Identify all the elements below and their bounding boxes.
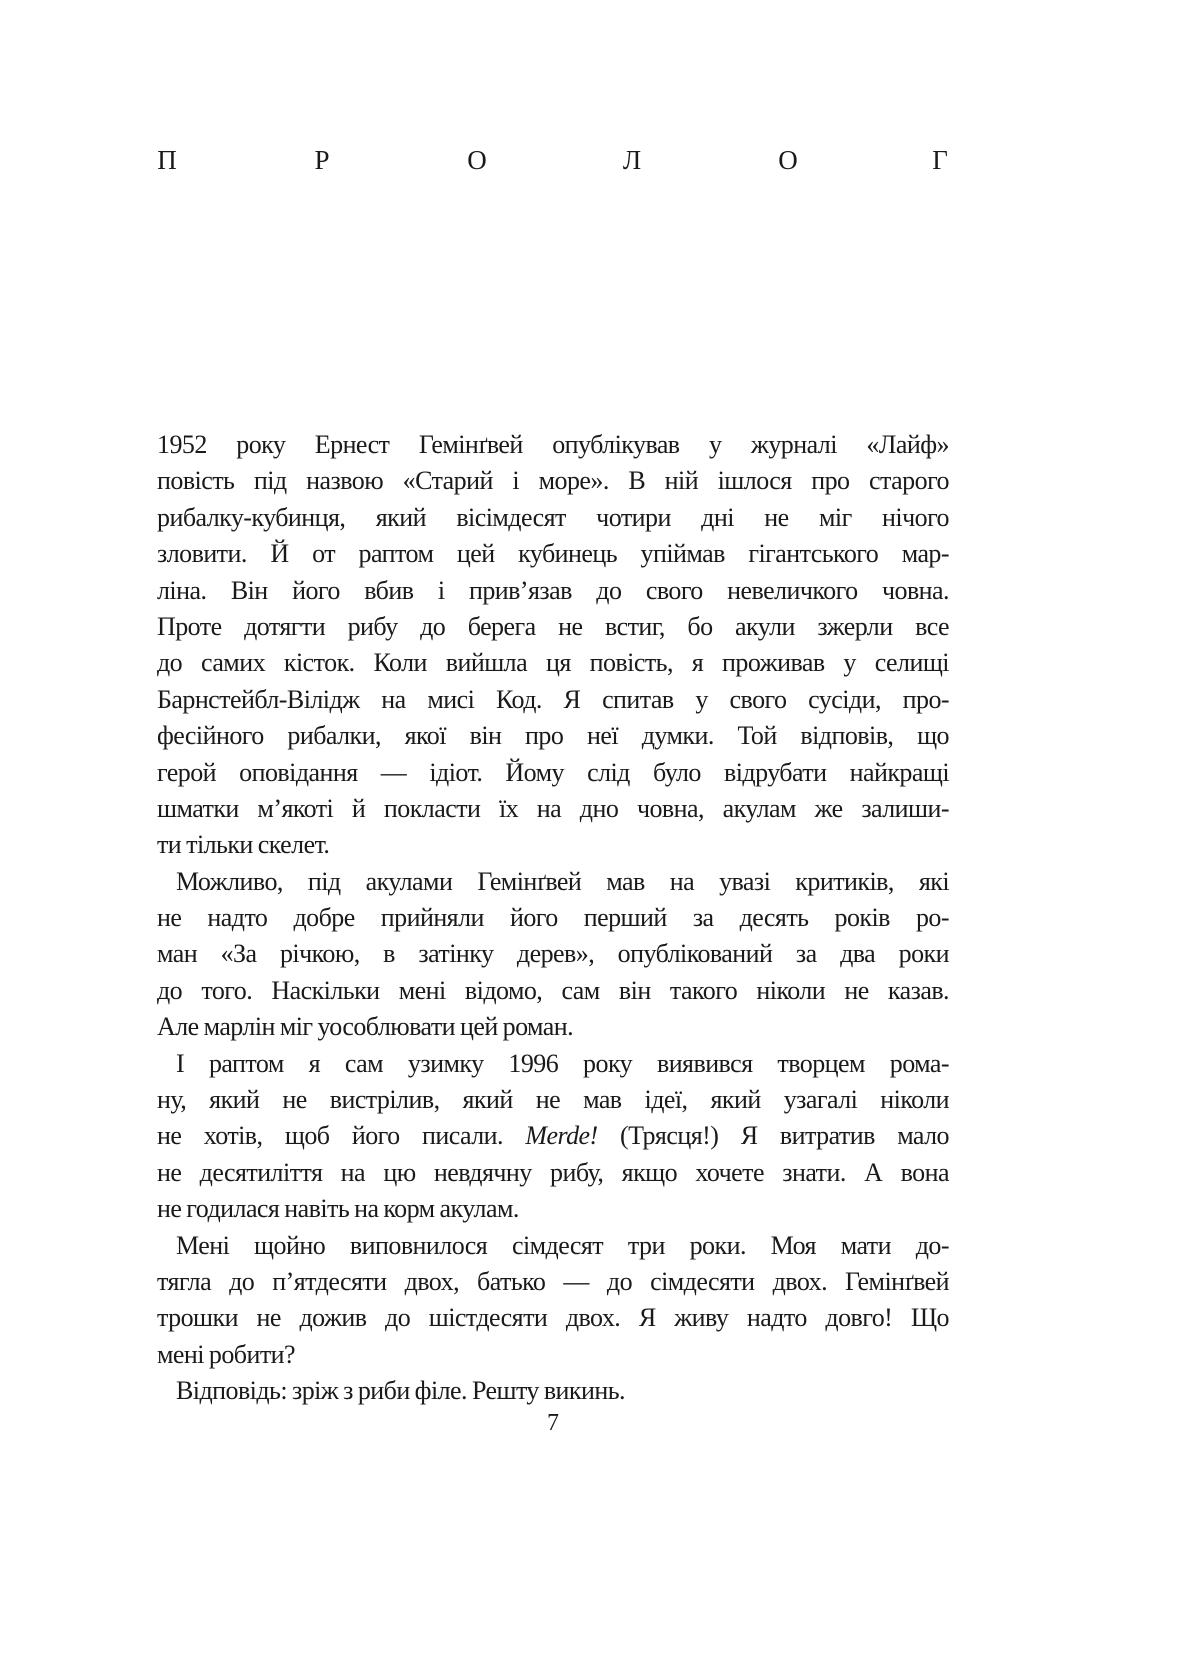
text-line: 1952 року Ернест Гемінґвей опублікував у журналі «Лайф» xyxy=(157,430,949,459)
italic-foreign-word: Merde! xyxy=(525,1121,598,1151)
text-line: шматки м’якоті й покласти їх на дно човна, акулам же залиши- xyxy=(157,793,949,823)
text-line: герой оповідання — ідіот. Йому слід було відрубати найкращі xyxy=(157,757,949,787)
text-line xyxy=(157,1118,949,1154)
text-line: трошки не дожив до шістдесяти двох. Я живу надто довго! Що xyxy=(157,1303,949,1333)
paragraph xyxy=(157,1046,949,1228)
text-line: Відповідь: зріж з риби філе. Решту викинь. xyxy=(176,1376,625,1406)
text-line: ну, який не вистрілив, який не мав ідеї, який узагалі ніколи xyxy=(157,1085,949,1115)
text-line: до самих кісток. Коли вийшла ця повість, я проживав у селищі xyxy=(157,648,949,678)
text-line: повість під назвою «Старий і море». В ній ішлося про старого xyxy=(157,466,949,496)
text-line: ліна. Він його вбив і прив’язав до свого невеличкого човна. xyxy=(157,575,949,605)
chapter-title-letter: Л xyxy=(622,145,642,175)
paragraph xyxy=(157,427,949,864)
text-line: Проте дотягти рибу до берега не встиг, бо акули зжерли все xyxy=(157,611,949,641)
text-line: фесійного рибалки, якої він про неї думки. Той відповів, що xyxy=(157,721,949,751)
text-run: не хотів, щоб його писали. xyxy=(157,1121,526,1151)
text-run: (Трясця!) Я витратив мало xyxy=(597,1121,950,1151)
text-line: не годилася навіть на корм акулам. xyxy=(157,1194,519,1224)
text-line: Барнстейбл-Вілідж на мисі Код. Я спитав у свого сусіди, про- xyxy=(157,684,949,714)
text-line: Можливо, під акулами Гемінґвей мав на увазі критиків, які xyxy=(176,866,949,896)
text-line: до того. Наскільки мені відомо, сам він такого ніколи не казав. xyxy=(157,975,949,1005)
chapter-title-letter: Г xyxy=(932,145,948,175)
text-line: рибалку-кубинця, який вісімдесят чотири дні не міг нічого xyxy=(157,502,949,532)
chapter-title-letter: П xyxy=(157,145,177,175)
paragraph xyxy=(157,864,949,1046)
text-line: І раптом я сам узимку 1996 року виявився творцем рома- xyxy=(176,1048,949,1078)
chapter-title xyxy=(157,140,949,180)
chapter-title-letter: О xyxy=(778,145,798,175)
text-line: не десятиліття на цю невдячну рибу, якщо хочете знати. А вона xyxy=(157,1157,949,1187)
text-line: ти тільки скелет. xyxy=(157,830,330,860)
text-line: мені робити? xyxy=(157,1339,295,1369)
chapter-title-letter: О xyxy=(467,145,487,175)
text-line: Але марлін міг уособлювати цей роман. xyxy=(157,1012,574,1042)
text-line: ман «За річкою, в затінку дерев», опублікований за два роки xyxy=(157,939,949,969)
text-line: не надто добре прийняли його перший за десять років ро- xyxy=(157,903,949,933)
chapter-title-letter: Р xyxy=(314,145,330,175)
text-line: Мені щойно виповнилося сімдесят три роки. Моя мати до- xyxy=(176,1230,949,1260)
text-line: зловити. Й от раптом цей кубинець упіймав гігантського мар- xyxy=(157,539,949,569)
paragraph xyxy=(157,1228,949,1374)
text-line: тягла до п’ятдесяти двох, батько — до сімдесяти двох. Гемінґвей xyxy=(157,1266,949,1296)
page-number: 7 xyxy=(547,1410,559,1436)
prologue-body-text xyxy=(157,427,949,1410)
